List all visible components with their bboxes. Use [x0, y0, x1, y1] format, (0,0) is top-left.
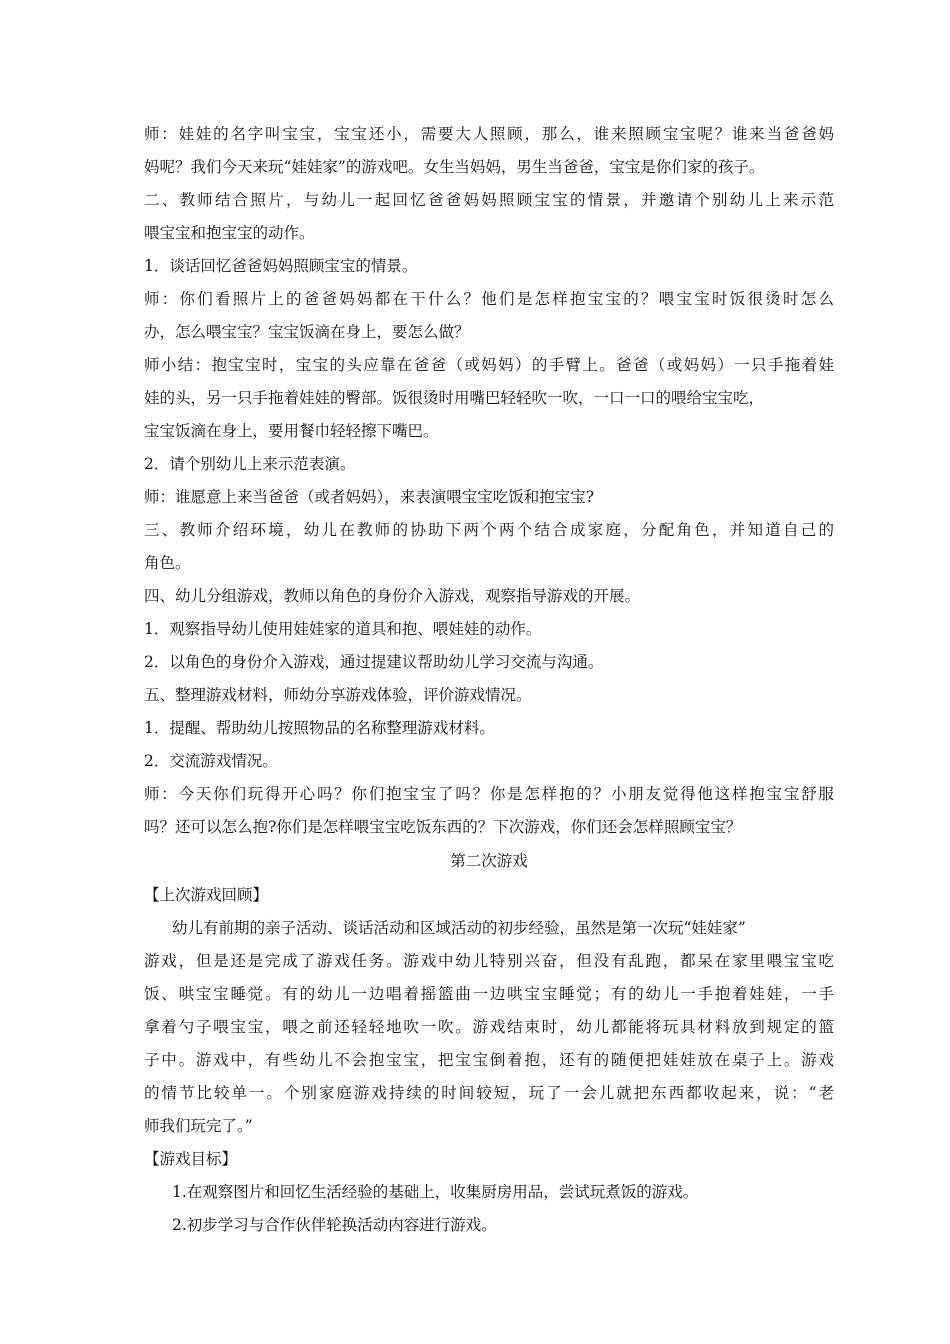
paragraph-line: 妈呢？我们今天来玩“娃娃家”的游戏吧。女生当妈妈，男生当爸爸，宝宝是你们家的孩子。: [144, 158, 765, 176]
paragraph-line: 师：今天你们玩得开心吗？你们抱宝宝了吗？你是怎样抱的？小朋友觉得他这样抱宝宝舒服: [144, 785, 834, 803]
paragraph-line: 办，怎么喂宝宝？宝宝饭滴在身上，要怎么做？: [144, 323, 470, 341]
bracket-heading: 【上次游戏回顾】: [144, 886, 269, 904]
paragraph-line: 拿着勺子喂宝宝，喂之前还轻轻地吹一吹。游戏结束时，幼儿都能将玩具材料放到规定的篮: [144, 1018, 834, 1036]
bracket-heading: 【游戏目标】: [144, 1150, 238, 1168]
paragraph-line: 师：你们看照片上的爸爸妈妈都在干什么？他们是怎样抱宝宝的？喂宝宝时饭很烫时怎么: [144, 290, 834, 308]
paragraph-line: 游戏，但是还是完成了游戏任务。游戏中幼儿特别兴奋，但没有乱跑，都呆在家里喂宝宝吃: [144, 952, 834, 970]
paragraph-line: 师：谁愿意上来当爸爸（或者妈妈），来表演喂宝宝吃饭和抱宝宝?: [144, 488, 595, 506]
paragraph-line: 饭、哄宝宝睡觉。有的幼儿一边唱着摇篮曲一边哄宝宝睡觉；有的幼儿一手抱着娃娃，一手: [144, 985, 834, 1003]
paragraph-line: 宝宝饭滴在身上，要用餐巾轻轻擦下嘴巴。: [144, 422, 439, 440]
section-heading-5: 五、整理游戏材料，师幼分享游戏体验，评价游戏情况。: [144, 686, 532, 704]
list-item: 2．以角色的身份介入游戏，通过提建议帮助幼儿学习交流与沟通。: [144, 653, 604, 671]
section-heading-2: 二、教师结合照片，与幼儿一起回忆爸爸妈妈照顾宝宝的情景，并邀请个别幼儿上来示范: [144, 191, 834, 209]
section-heading-3: 三、教师介绍环境，幼儿在教师的协助下两个两个结合成家庭，分配角色，并知道自己的: [144, 521, 834, 539]
list-item: 1.在观察图片和回忆生活经验的基础上，收集厨房用品，尝试玩煮饭的游戏。: [172, 1183, 699, 1201]
paragraph-line: 师：娃娃的名字叫宝宝，宝宝还小，需要大人照顾，那么，谁来照顾宝宝呢？谁来当爸爸妈: [144, 125, 834, 143]
paragraph-line: 子中。游戏中，有些幼儿不会抱宝宝，把宝宝倒着抱，还有的随便把娃娃放在桌子上。游戏: [144, 1051, 834, 1069]
centered-title: 第二次游戏: [450, 852, 528, 870]
paragraph-line: 吗？还可以怎么抱?你们是怎样喂宝宝吃饭东西的？下次游戏，你们还会怎样照顾宝宝？: [144, 818, 742, 836]
list-item: 2．交流游戏情况。: [144, 752, 278, 770]
paragraph-line: 喂宝宝和抱宝宝的动作。: [144, 224, 315, 242]
list-item: 1．观察指导幼儿使用娃娃家的道具和抱、喂娃娃的动作。: [144, 620, 542, 638]
paragraph-line: 幼儿有前期的亲子活动、谈话活动和区域活动的初步经验，虽然是第一次玩“娃娃家”: [172, 919, 746, 937]
list-item: 1．提醒、帮助幼儿按照物品的名称整理游戏材料。: [144, 719, 495, 737]
section-heading-4: 四、幼儿分组游戏，教师以角色的身份介入游戏，观察指导游戏的开展。: [144, 587, 641, 605]
paragraph-line: 师小结：抱宝宝时，宝宝的头应靠在爸爸（或妈妈）的手臂上。爸爸（或妈妈）一只手拖着娃: [144, 356, 834, 374]
document-page: [144, 118, 834, 1242]
paragraph-line: 师我们玩完了。”: [144, 1117, 253, 1135]
list-item: 2.初步学习与合作伙伴轮换活动内容进行游戏。: [172, 1216, 497, 1234]
paragraph-line: 角色。: [144, 554, 191, 572]
paragraph-line: 的情节比较单一。个别家庭游戏持续的时间较短，玩了一会儿就把东西都收起来，说：“老: [144, 1084, 834, 1102]
list-item: 2．请个别幼儿上来示范表演。: [144, 455, 356, 473]
list-item: 1．谈话回忆爸爸妈妈照顾宝宝的情景。: [144, 257, 418, 275]
paragraph-line: 娃的头，另一只手拖着娃娃的臀部。饭很烫时用嘴巴轻轻吹一吹，一口一口的喂给宝宝吃，: [144, 389, 765, 407]
